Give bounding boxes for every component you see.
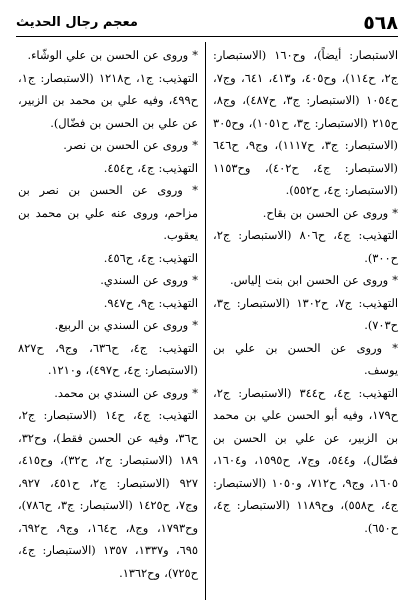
paragraph: التهذيب: ج٤، ح٨٠٦ (الاستبصار: ج٢، ح٣٠٠). [213,228,398,265]
narrator-heading: * وروى عن الحسن بن علي بن يوسف. [213,340,398,377]
paragraph: التهذيب: ج٤، ح٣٤٤ (الاستبصار: ج٢، ح١٧٩، وفيه أبو الحسن علي بن محمد بن الزبير، عن علي بن الحسن بن فضّال)، و٥٤٤، وج٧، ح١٥٩٥، و١٦٠٤، ١٦٠٥، وج٩، ح٧١٢، و١٠٥٠ (الاستبصار: ج٤، ح٥٥٨)، وح١١٨٩ (الاستبصار: ج٤، ح٦٥٠). [213,385,398,535]
page-number: ٥٦٨ [363,12,398,34]
narrator-heading: * وروى عن السندي. [100,273,198,287]
book-title: معجم رجال الحديث [16,15,138,30]
narrator-heading: * وروى عن الحسن بن نصر بن مزاحم، وروى عنه علي بن محمد بن يعقوب. [18,183,198,242]
narrator-heading: * وروى عن الحسن ابن بنت إلياس. [230,273,398,287]
paragraph: التهذيب: ج٤، ح٦٣٦، وج٩، ح٨٢٧ (الاستبصار: ج٤، ح٤٩٧)، و١٢١٠. [18,340,199,377]
paragraph: التهذيب: ج٤، ح٤٥٦. [103,250,198,265]
paragraph: التهذيب: ج٤، ح٤٥٤. [103,160,198,175]
narrator-heading: * وروى عن السندي بن الربيع. [54,318,198,332]
narrator-heading: * وروى عن الحسن بن نصر. [63,138,198,152]
left-column [18,44,198,584]
paragraph: التهذيب: ج٩، ح٩٤٧. [103,295,198,310]
page-header [16,12,398,34]
paragraph: الاستبصار: أيضاً)، وح١٦٠ (الاستبصار: ج٢، ح١١٤)، وح٤٠٥، و٤١٣، ٦٤١، وج٧، ح١٠٥٤ (الاستبصار: ج٣، ح٤٨٧)، وج٨، ح٢١٥ (الاستبصار: ج٣، ح١٠٥١)، وح٣٠٥ (الاستبصار: ج٣، ح١١١٧)، وج٩، ح٦٤٦ (الاستبصار: ج٤، ح٤٠٢)، وح١١٥٣ (الاستبصار: ج٤، ح٥٥٢). [213,48,398,197]
narrator-heading: * وروى عن الحسن بن بقاح. [262,205,398,220]
right-column [213,44,398,539]
column-divider [205,42,206,600]
narrator-heading: * وروى عن الحسن بن علي الوشّاء. [27,48,198,62]
narrator-heading: * وروى عن السندي بن محمد. [54,385,198,400]
paragraph: التهذيب: ج٧، ح١٣٠٢ (الاستبصار: ج٣، ح٧٠٣). [213,295,398,332]
paragraph: التهذيب: ج١، ح١٢١٨ (الاستبصار: ج١، ح٤٩٩، وفيه علي بن محمد بن الزبير، عن علي بن الحسن بن فضّال). [18,70,198,130]
paragraph: التهذيب: ج٤، ح١٤ (الاستبصار: ج٢، ح٣٦، وفيه عن الحسن فقط)، وح٣٢، ١٨٩ (الاستبصار: ج٢، ح٣٢)، وح٤١٥، ٩٢٧ (الاستبصار: ج٢، ح٤٥١، ٩٢٧، وج٧، ح١٤٢٥ (الاستبصار: ج٣، ح٧٨٦)، وح١٧٩٣، وج٨، ح١٦٤، وج٩، ح٦٩٢، ٦٩٥، و١٣٣٧، ١٣٥٧ (الاستبصار: ج٤، ح٧٢٥)، وح١٣٦٢. [18,408,198,580]
header-rule [16,36,398,37]
